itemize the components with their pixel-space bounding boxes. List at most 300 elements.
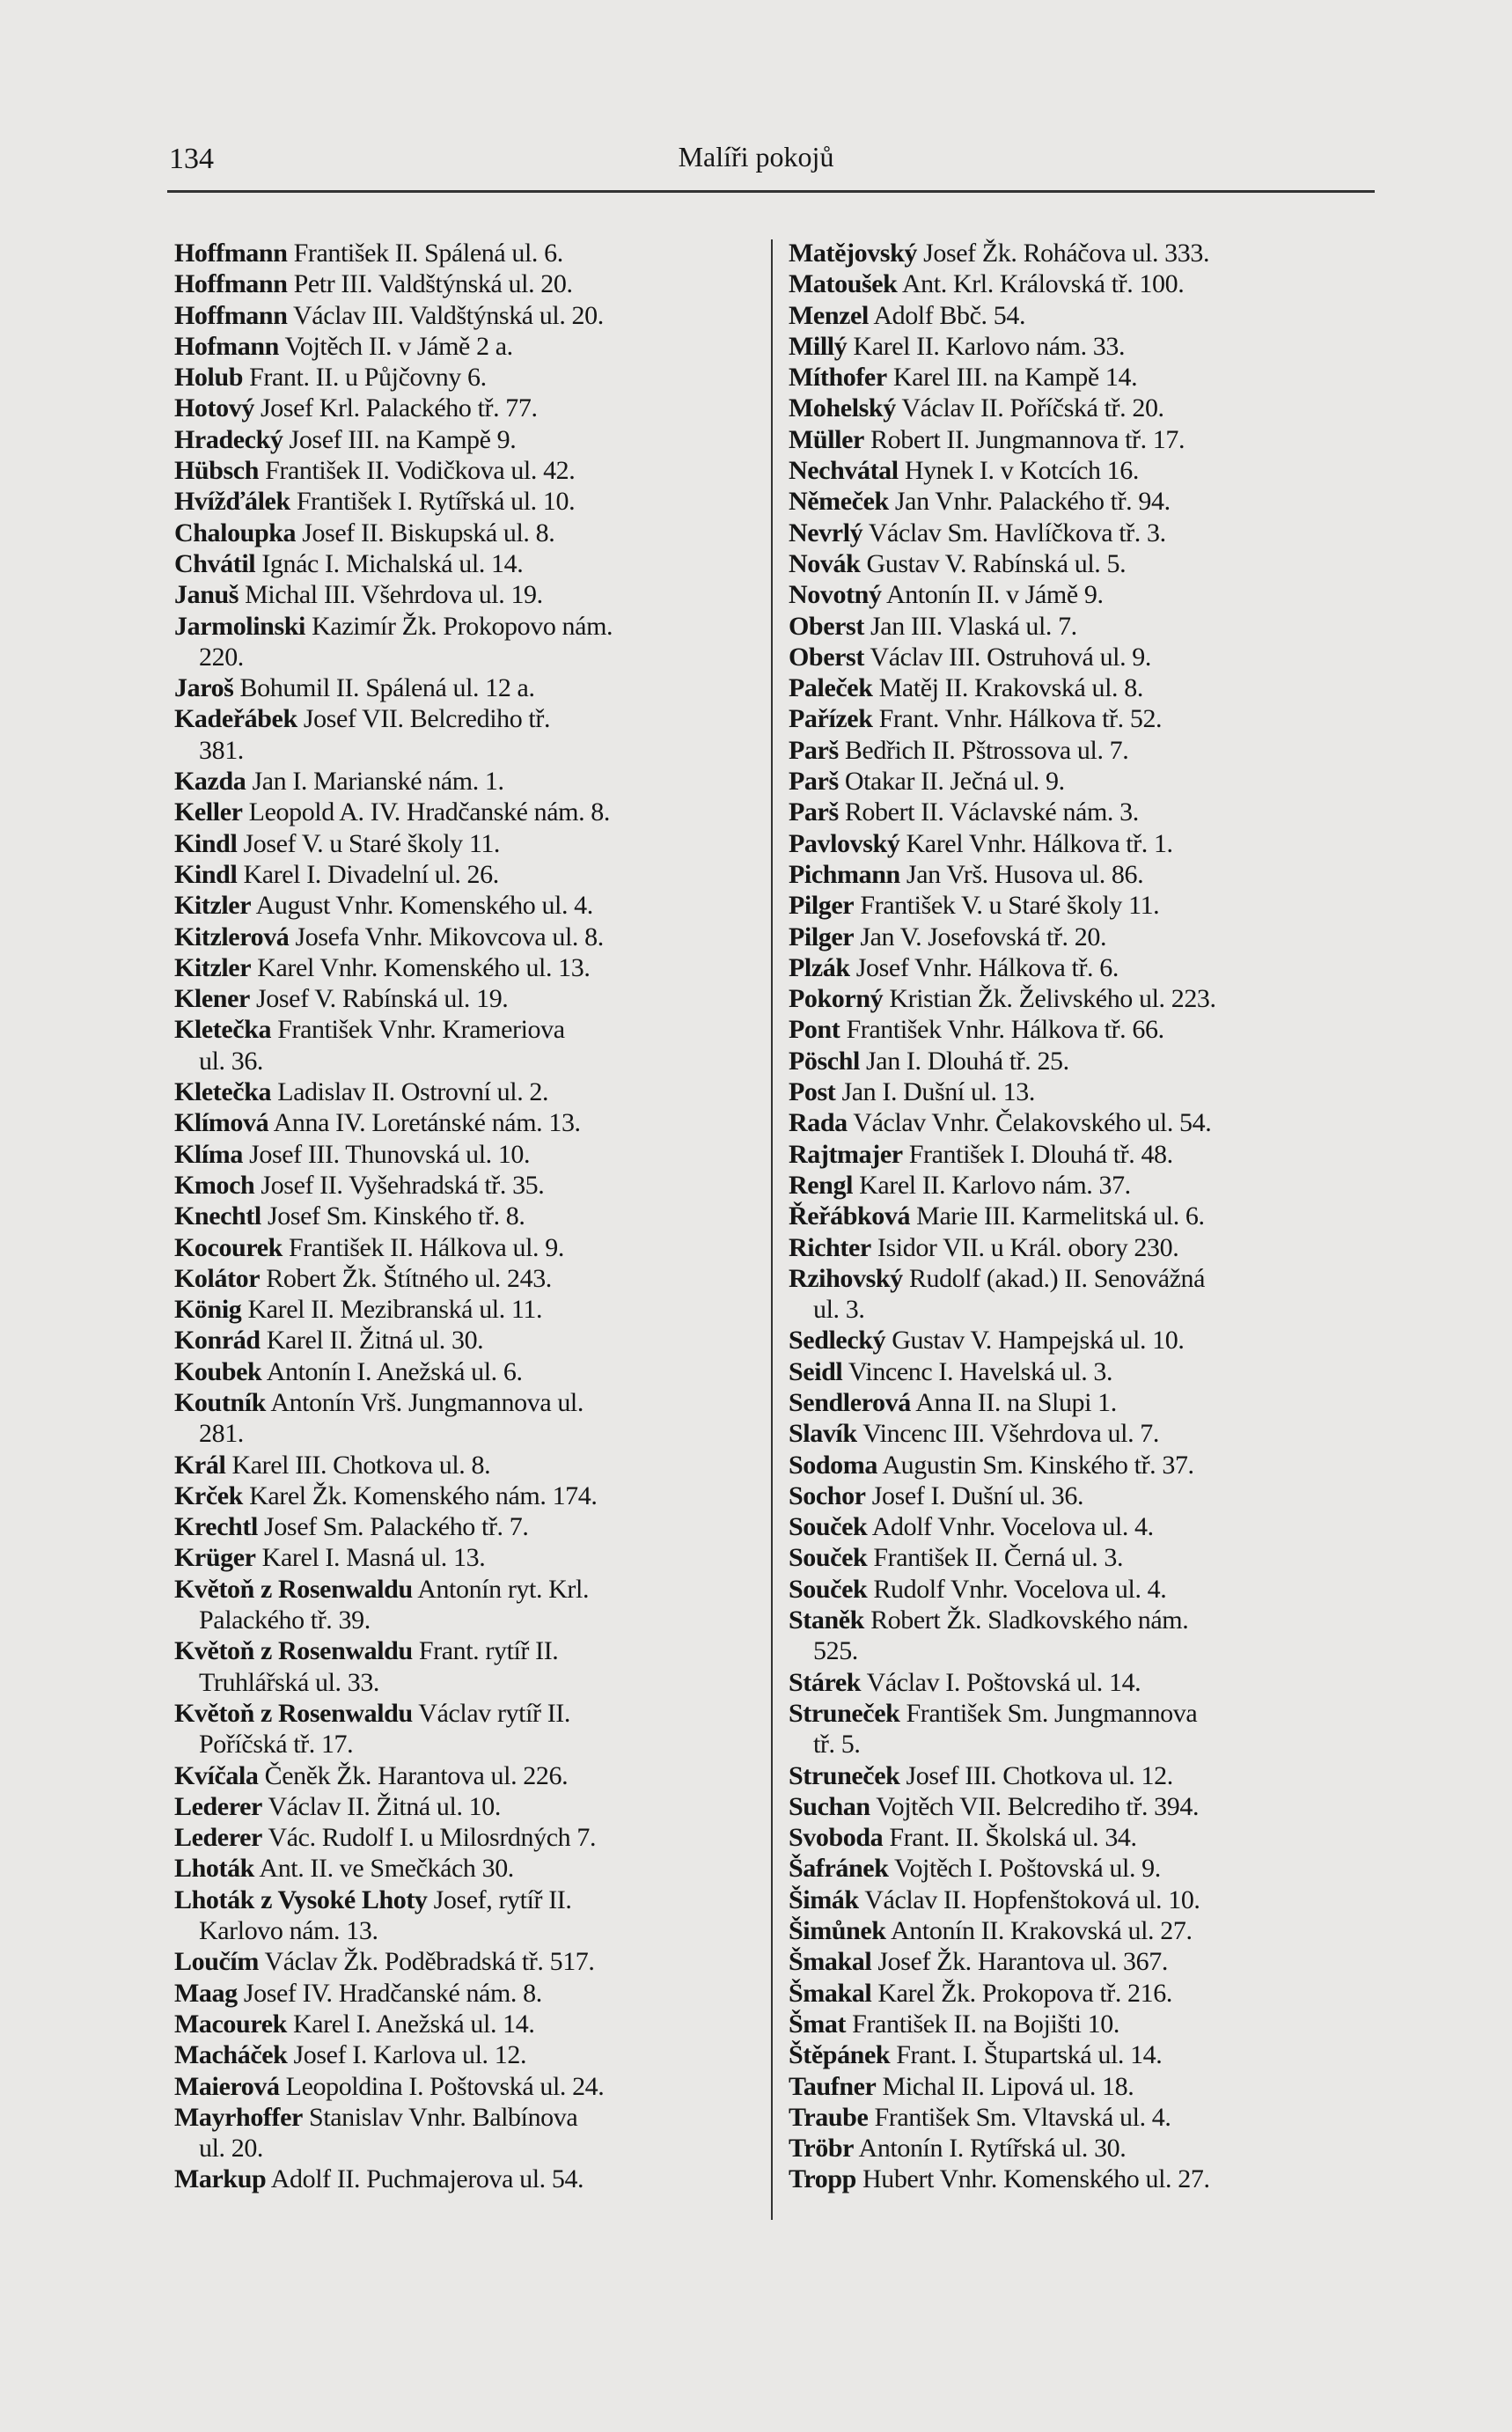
entry-name: Král [174, 1450, 226, 1480]
entry-address: Robert II. Václavské nám. 3. [838, 797, 1139, 827]
directory-entry [789, 1325, 1376, 1356]
entry-name: Paleček [789, 673, 873, 703]
entry-address: Ladislav II. Ostrovní ul. 2. [271, 1077, 549, 1107]
column-divider [771, 239, 773, 2220]
directory-entry [789, 1791, 1376, 1822]
directory-entry [174, 859, 762, 890]
entry-address: Jan III. Vlaská ul. 7. [863, 611, 1077, 641]
directory-entry [789, 1387, 1376, 1418]
entry-address: Anna II. na Slupi 1. [910, 1387, 1117, 1417]
entry-name: Klíma [174, 1139, 243, 1169]
entry-name: Mayrhoffer [174, 2102, 303, 2132]
entry-address: Karel I. Divadelní ul. 26. [237, 859, 499, 889]
entry-name: Klímová [174, 1108, 269, 1138]
entry-address: Karel Vnhr. Komenského ul. 13. [251, 952, 591, 982]
directory-entry [174, 518, 762, 548]
entry-name: Hvížďálek [174, 487, 290, 517]
entry-name: Kitzler [174, 891, 252, 921]
entry-name: Lederer [174, 1791, 262, 1821]
entry-address: Vác. Rudolf I. u Milosrdných 7. [261, 1823, 597, 1853]
entry-address: Karel I. Anežská ul. 14. [286, 2009, 535, 2039]
directory-entry [789, 2133, 1376, 2164]
directory-entry [789, 1076, 1376, 1107]
entry-continuation: Palackého tř. 39. [199, 1605, 371, 1635]
entry-name: Macháček [174, 2040, 288, 2070]
directory-entry [174, 1201, 762, 1231]
entry-name: Knechtl [174, 1201, 261, 1231]
entry-address: Vojtěch I. Poštovská ul. 9. [888, 1854, 1161, 1884]
entry-address: Josef IV. Hradčanské nám. 8. [237, 1978, 542, 2008]
entry-address: František I. Dlouhá tř. 48. [902, 1139, 1173, 1169]
entry-address: Josef III. na Kampě 9. [283, 424, 517, 454]
entry-name: Struneček [789, 1698, 900, 1728]
entry-name: Slavík [789, 1419, 857, 1449]
entry-name: Menzel [789, 300, 869, 330]
directory-entry [174, 922, 762, 952]
entry-name: Tropp [789, 2164, 856, 2194]
directory-entry [174, 238, 762, 268]
entry-address: Michal III. Všehrdova ul. 19. [239, 580, 543, 610]
entry-address: Václav rytíř II. [412, 1698, 570, 1728]
directory-entry [789, 1107, 1376, 1138]
entry-address: Václav II. Hopfenštoková ul. 10. [858, 1885, 1200, 1914]
entry-address: Matěj II. Krakovská ul. 8. [872, 673, 1143, 703]
entry-address: Josef Žk. Roháčova ul. 333. [916, 239, 1210, 268]
entry-name: Hradecký [174, 424, 283, 454]
entry-name: Kazda [174, 767, 246, 797]
entry-name: Staněk [789, 1605, 864, 1635]
entry-address: František Vnhr. Hálkova tř. 66. [840, 1015, 1164, 1045]
entry-address: Ignác I. Michalská ul. 14. [255, 548, 524, 578]
entry-address: August Vnhr. Komenského ul. 4. [251, 891, 593, 921]
entry-address: Josef Krl. Palackého tř. 77. [253, 393, 538, 423]
entry-name: Tröbr [789, 2134, 855, 2164]
directory-entry [789, 672, 1376, 703]
directory-entry [789, 1450, 1376, 1481]
directory-entry [789, 703, 1376, 734]
entry-address: Václav Sm. Havlíčkova tř. 3. [862, 518, 1166, 547]
directory-entry [789, 424, 1376, 455]
directory-entry [789, 828, 1376, 859]
entry-name: Němeček [789, 487, 889, 517]
entry-name: Keller [174, 797, 243, 827]
directory-entry [174, 1014, 762, 1076]
directory-entry [174, 486, 762, 517]
directory-entry [174, 362, 762, 393]
directory-entry [789, 1418, 1376, 1449]
entry-address: Josefa Vnhr. Mikovcova ul. 8. [289, 922, 604, 951]
directory-entry [789, 797, 1376, 827]
entry-continuation: Poříčská tř. 17. [199, 1730, 354, 1760]
entry-address: Vincenc I. Havelská ul. 3. [842, 1356, 1113, 1386]
entry-name: Suchan [789, 1791, 870, 1821]
entry-name: Koutník [174, 1387, 266, 1417]
entry-address: Josef VII. Belcrediho tř. [297, 704, 551, 734]
directory-entry [789, 1822, 1376, 1853]
entry-address: Antonín ryt. Krl. [412, 1574, 590, 1604]
entry-name: Rengl [789, 1170, 854, 1200]
directory-entry [789, 300, 1376, 331]
entry-name: Kmoch [174, 1170, 255, 1200]
entry-name: Plzák [789, 952, 850, 982]
entry-address: Antonín I. Rytířská ul. 30. [854, 2134, 1127, 2164]
entry-address: Bohumil II. Spálená ul. 12 a. [233, 673, 535, 703]
header-rule [167, 190, 1375, 193]
entry-name: Konrád [174, 1326, 261, 1356]
entry-name: Post [789, 1077, 836, 1107]
entry-address: Frant. II. Školská ul. 34. [883, 1823, 1137, 1853]
entry-name: Sedlecký [789, 1326, 886, 1356]
directory-entry [174, 548, 762, 579]
entry-name: Müller [789, 424, 864, 454]
entry-address: Josef Sm. Palackého tř. 7. [257, 1512, 529, 1542]
directory-entry [174, 1574, 762, 1636]
entry-name: Květoň z Rosenwaldu [174, 1698, 413, 1728]
directory-entry [789, 579, 1376, 610]
entry-address: František II. Černá ul. 3. [867, 1543, 1124, 1573]
entry-name: Januš [174, 580, 239, 610]
directory-entry [789, 1046, 1376, 1076]
entry-address: Josef II. Vyšehradská tř. 35. [254, 1170, 545, 1200]
entry-name: Parš [789, 797, 839, 827]
entry-address: František II. Spálená ul. 6. [287, 239, 563, 268]
directory-entry [174, 1325, 762, 1356]
entry-name: Pilger [789, 891, 855, 921]
entry-name: Nechvátal [789, 456, 899, 486]
entry-name: Hoffmann [174, 269, 288, 299]
directory-entry [789, 2071, 1376, 2102]
directory-entry [789, 268, 1376, 299]
entry-address: Gustav V. Rabínská ul. 5. [860, 548, 1127, 578]
entry-name: Pokorný [789, 984, 884, 1014]
entry-name: Novák [789, 548, 861, 578]
directory-entry [789, 1511, 1376, 1542]
entry-address: Ant. Krl. Královská tř. 100. [897, 269, 1185, 299]
directory-entry [789, 1667, 1376, 1698]
entry-name: Holub [174, 363, 244, 393]
entry-name: Pont [789, 1015, 840, 1045]
entry-address: Václav III. Valdštýnská ul. 20. [287, 300, 604, 330]
entry-name: Řeřábková [789, 1201, 911, 1231]
entry-name: Stárek [789, 1667, 862, 1697]
directory-entry [789, 952, 1376, 983]
directory-entry [174, 579, 762, 610]
directory-entry [174, 1511, 762, 1542]
directory-entry [789, 1605, 1376, 1667]
entry-name: Nevrlý [789, 518, 863, 547]
directory-entry [174, 766, 762, 797]
entry-name: Maag [174, 1978, 238, 2008]
entry-address: František Sm. Jungmannova [899, 1698, 1198, 1728]
directory-entry [789, 1946, 1376, 1977]
entry-address: Robert II. Jungmannova tř. 17. [863, 424, 1185, 454]
entry-name: Hoffmann [174, 239, 288, 268]
entry-continuation: 281. [199, 1419, 244, 1449]
entry-address: Kristian Žk. Želivského ul. 223. [883, 984, 1216, 1014]
entry-address: František I. Rytířská ul. 10. [290, 487, 576, 517]
entry-continuation: 220. [199, 642, 244, 672]
entry-name: Hoffmann [174, 300, 288, 330]
entry-address: Kazimír Žk. Prokopovo nám. [305, 611, 613, 641]
entry-name: Jaroš [174, 673, 234, 703]
entry-name: Matějovský [789, 239, 917, 268]
directory-entry [174, 1170, 762, 1201]
entry-continuation: ul. 20. [199, 2134, 264, 2164]
entry-name: Šimák [789, 1885, 859, 1914]
entry-name: Taufner [789, 2071, 877, 2101]
entry-address: Václav I. Poštovská ul. 14. [861, 1667, 1141, 1697]
entry-address: František II. Vodičkova ul. 42. [258, 456, 576, 486]
directory-entry [174, 1698, 762, 1760]
directory-entry [174, 2164, 762, 2194]
directory-entry [174, 2102, 762, 2164]
entry-address: František II. na Bojišti 10. [846, 2009, 1119, 2039]
entry-address: Jan I. Marianské nám. 1. [246, 767, 504, 797]
directory-entry [174, 2039, 762, 2070]
directory-entry [174, 1542, 762, 1573]
directory-entry [789, 486, 1376, 517]
entry-address: Josef V. Rabínská ul. 19. [249, 984, 509, 1014]
entry-name: Štěpánek [789, 2040, 891, 2070]
entry-address: František Sm. Vltavská ul. 4. [868, 2102, 1171, 2132]
entry-address: Jan Vnhr. Palackého tř. 94. [888, 487, 1171, 517]
entry-address: Robert Žk. Sladkovského nám. [863, 1605, 1189, 1635]
entry-address: Karel Žk. Komenského nám. 174. [242, 1481, 598, 1510]
entry-name: Kletečka [174, 1077, 272, 1107]
entry-address: Frant. Vnhr. Hálkova tř. 52. [872, 704, 1163, 734]
entry-address: Adolf Vnhr. Vocelova ul. 4. [867, 1512, 1154, 1542]
entry-name: Kindl [174, 828, 238, 858]
entry-name: Kitzlerová [174, 922, 290, 951]
entry-address: Josef III. Thunovská ul. 10. [243, 1139, 531, 1169]
entry-address: Isidor VII. u Král. obory 230. [870, 1232, 1179, 1262]
entry-address: Václav II. Poříčská tř. 20. [895, 393, 1164, 423]
directory-entry [174, 703, 762, 766]
entry-name: Jarmolinski [174, 611, 305, 641]
entry-name: Struneček [789, 1760, 900, 1790]
directory-entry [789, 1978, 1376, 2009]
entry-name: Matoušek [789, 269, 898, 299]
directory-entry [174, 1232, 762, 1263]
entry-address: Karel III. Chotkova ul. 8. [225, 1450, 491, 1480]
entry-address: Josef Sm. Kinského tř. 8. [261, 1201, 525, 1231]
directory-entry [789, 331, 1376, 362]
directory-entry [174, 1853, 762, 1884]
entry-name: Lederer [174, 1823, 262, 1853]
directory-entry [789, 393, 1376, 423]
entry-address: František V. u Staré školy 11. [854, 891, 1160, 921]
entry-address: Petr III. Valdštýnská ul. 20. [287, 269, 573, 299]
entry-continuation: ul. 36. [199, 1046, 264, 1076]
directory-entry [789, 735, 1376, 766]
directory-entry [789, 642, 1376, 672]
entry-address: Rudolf Vnhr. Vocelova ul. 4. [867, 1574, 1167, 1604]
directory-entry [174, 1139, 762, 1170]
directory-entry [174, 828, 762, 859]
entry-address: Karel II. Žitná ul. 30. [260, 1326, 484, 1356]
directory-entry [789, 611, 1376, 642]
directory-entry [174, 1760, 762, 1791]
entry-name: Oberst [789, 611, 864, 641]
entry-address: Karel II. Karlovo nám. 33. [847, 331, 1126, 361]
directory-entry [789, 238, 1376, 268]
entry-continuation: Karlovo nám. 13. [199, 1916, 378, 1946]
directory-entry [789, 518, 1376, 548]
directory-entry [174, 1076, 762, 1107]
entry-name: Krüger [174, 1543, 256, 1573]
entry-name: Parš [789, 767, 839, 797]
entry-name: Rajtmajer [789, 1139, 903, 1169]
entry-name: Šmat [789, 2009, 847, 2039]
entry-name: König [174, 1295, 242, 1325]
directory-entry [174, 1356, 762, 1387]
entry-name: Pilger [789, 922, 855, 951]
entry-name: Rada [789, 1108, 848, 1138]
entry-name: Kvíčala [174, 1760, 259, 1790]
entry-address: Vojtěch VII. Belcrediho tř. 394. [870, 1791, 1200, 1821]
entry-address: Stanislav Vnhr. Balbínova [302, 2102, 578, 2132]
entry-name: Souček [789, 1574, 868, 1604]
left-column [174, 238, 762, 2195]
entry-address: Frant. rytíř II. [412, 1636, 559, 1666]
entry-address: Václav II. Žitná ul. 10. [261, 1791, 501, 1821]
entry-name: Chvátil [174, 548, 256, 578]
entry-name: Svoboda [789, 1823, 884, 1853]
directory-entry [789, 1542, 1376, 1573]
entry-continuation: 525. [813, 1636, 858, 1666]
directory-entry [789, 983, 1376, 1014]
directory-entry [789, 766, 1376, 797]
entry-name: Macourek [174, 2009, 287, 2039]
entry-address: Gustav V. Hampejská ul. 10. [885, 1326, 1185, 1356]
entry-continuation: Truhlářská ul. 33. [199, 1667, 380, 1697]
entry-address: Antonín II. v Jámě 9. [881, 580, 1104, 610]
directory-entry [174, 797, 762, 827]
directory-entry [174, 2009, 762, 2039]
entry-name: Klener [174, 984, 250, 1014]
entry-address: Frant. I. Štupartská ul. 14. [890, 2040, 1163, 2070]
entry-address: Frant. II. u Půjčovny 6. [243, 363, 487, 393]
entry-address: Josef III. Chotkova ul. 12. [899, 1760, 1173, 1790]
directory-entry [789, 1356, 1376, 1387]
directory-entry [789, 1915, 1376, 1946]
directory-entry [789, 455, 1376, 486]
entry-address: Josef V. u Staré školy 11. [237, 828, 501, 858]
entry-address: Čeněk Žk. Harantova ul. 226. [258, 1760, 569, 1790]
directory-entry [174, 1822, 762, 1853]
entry-address: Augustin Sm. Kinského tř. 37. [877, 1450, 1194, 1480]
directory-entry [789, 1885, 1376, 1915]
entry-address: Ant. II. ve Smečkách 30. [253, 1854, 514, 1884]
directory-entry [174, 1107, 762, 1138]
entry-address: Josef Vnhr. Hálkova tř. 6. [849, 952, 1119, 982]
directory-entry [789, 1698, 1376, 1760]
directory-entry [174, 1387, 762, 1450]
directory-entry [174, 611, 762, 673]
entry-address: Karel Žk. Prokopova tř. 216. [871, 1978, 1172, 2008]
entry-name: Lhoták z Vysoké Lhoty [174, 1885, 428, 1914]
entry-address: Antonín Vrš. Jungmannova ul. [265, 1387, 584, 1417]
entry-address: Václav Žk. Poděbradská tř. 517. [258, 1947, 595, 1977]
directory-entry [789, 2009, 1376, 2039]
entry-name: Loučím [174, 1947, 259, 1977]
entry-name: Šmakal [789, 1978, 872, 2008]
directory-entry [174, 1263, 762, 1294]
directory-entry [174, 424, 762, 455]
entry-address: Bedřich II. Pštrossova ul. 7. [838, 735, 1129, 765]
directory-entry [174, 331, 762, 362]
entry-address: Rudolf (akad.) II. Senovážná [902, 1263, 1206, 1293]
entry-address: Antonín I. Anežská ul. 6. [261, 1356, 523, 1386]
directory-entry [789, 922, 1376, 952]
directory-entry [174, 983, 762, 1014]
entry-address: Karel I. Masná ul. 13. [255, 1543, 486, 1573]
directory-entry [789, 1760, 1376, 1791]
directory-entry [174, 1481, 762, 1511]
entry-address: Leopold A. IV. Hradčanské nám. 8. [242, 797, 610, 827]
entry-name: Lhoták [174, 1854, 254, 1884]
entry-name: Sodoma [789, 1450, 877, 1480]
entry-name: Kocourek [174, 1232, 283, 1262]
entry-address: Anna IV. Loretánské nám. 13. [268, 1108, 581, 1138]
entry-address: Josef I. Karlova ul. 12. [287, 2040, 527, 2070]
directory-entry [174, 890, 762, 921]
entry-name: Sendlerová [789, 1387, 911, 1417]
entry-address: František II. Hálkova ul. 9. [282, 1232, 564, 1262]
entry-name: Pařízek [789, 704, 873, 734]
entry-name: Kitzler [174, 952, 252, 982]
entry-name: Souček [789, 1543, 868, 1573]
entry-address: Karel II. Karlovo nám. 37. [853, 1170, 1131, 1200]
entry-address: Antonín II. Krakovská ul. 27. [885, 1916, 1193, 1946]
entry-name: Pöschl [789, 1046, 860, 1076]
entry-address: Jan Vrš. Husova ul. 86. [899, 859, 1144, 889]
entry-address: Adolf II. Puchmajerova ul. 54. [266, 2164, 584, 2194]
entry-name: Mohelský [789, 393, 896, 423]
entry-name: Markup [174, 2164, 267, 2194]
entry-address: Karel II. Mezibranská ul. 11. [241, 1295, 543, 1325]
entry-name: Parš [789, 735, 839, 765]
entry-name: Maierová [174, 2071, 280, 2101]
entry-name: Traube [789, 2102, 869, 2132]
directory-entry [174, 672, 762, 703]
entry-name: Pichmann [789, 859, 900, 889]
entry-name: Kolátor [174, 1263, 261, 1293]
entry-continuation: ul. 3. [813, 1295, 865, 1325]
entry-address: Otakar II. Ječná ul. 9. [838, 767, 1065, 797]
entry-address: Jan I. Dlouhá tř. 25. [859, 1046, 1069, 1076]
entry-address: Jan I. Dušní ul. 13. [835, 1077, 1035, 1107]
directory-entry [789, 1232, 1376, 1263]
entry-address: Hynek I. v Kotcích 16. [898, 456, 1139, 486]
entry-address: Karel III. na Kampě 14. [886, 363, 1138, 393]
running-head-title: Malíři pokojů [678, 141, 834, 173]
directory-entry [174, 1885, 762, 1947]
entry-name: Šmakal [789, 1947, 872, 1977]
directory-entry [174, 300, 762, 331]
directory-entry [789, 548, 1376, 579]
directory-entry [789, 1263, 1376, 1326]
entry-address: Jan V. Josefovská tř. 20. [854, 922, 1107, 951]
entry-name: Květoň z Rosenwaldu [174, 1636, 413, 1666]
directory-entry [789, 1014, 1376, 1045]
entry-name: Chaloupka [174, 518, 297, 547]
entry-continuation: 381. [199, 735, 244, 765]
entry-name: Šafránek [789, 1854, 889, 1884]
entry-name: Krechtl [174, 1512, 258, 1542]
directory-entry [174, 2071, 762, 2102]
entry-name: Rzihovský [789, 1263, 903, 1293]
